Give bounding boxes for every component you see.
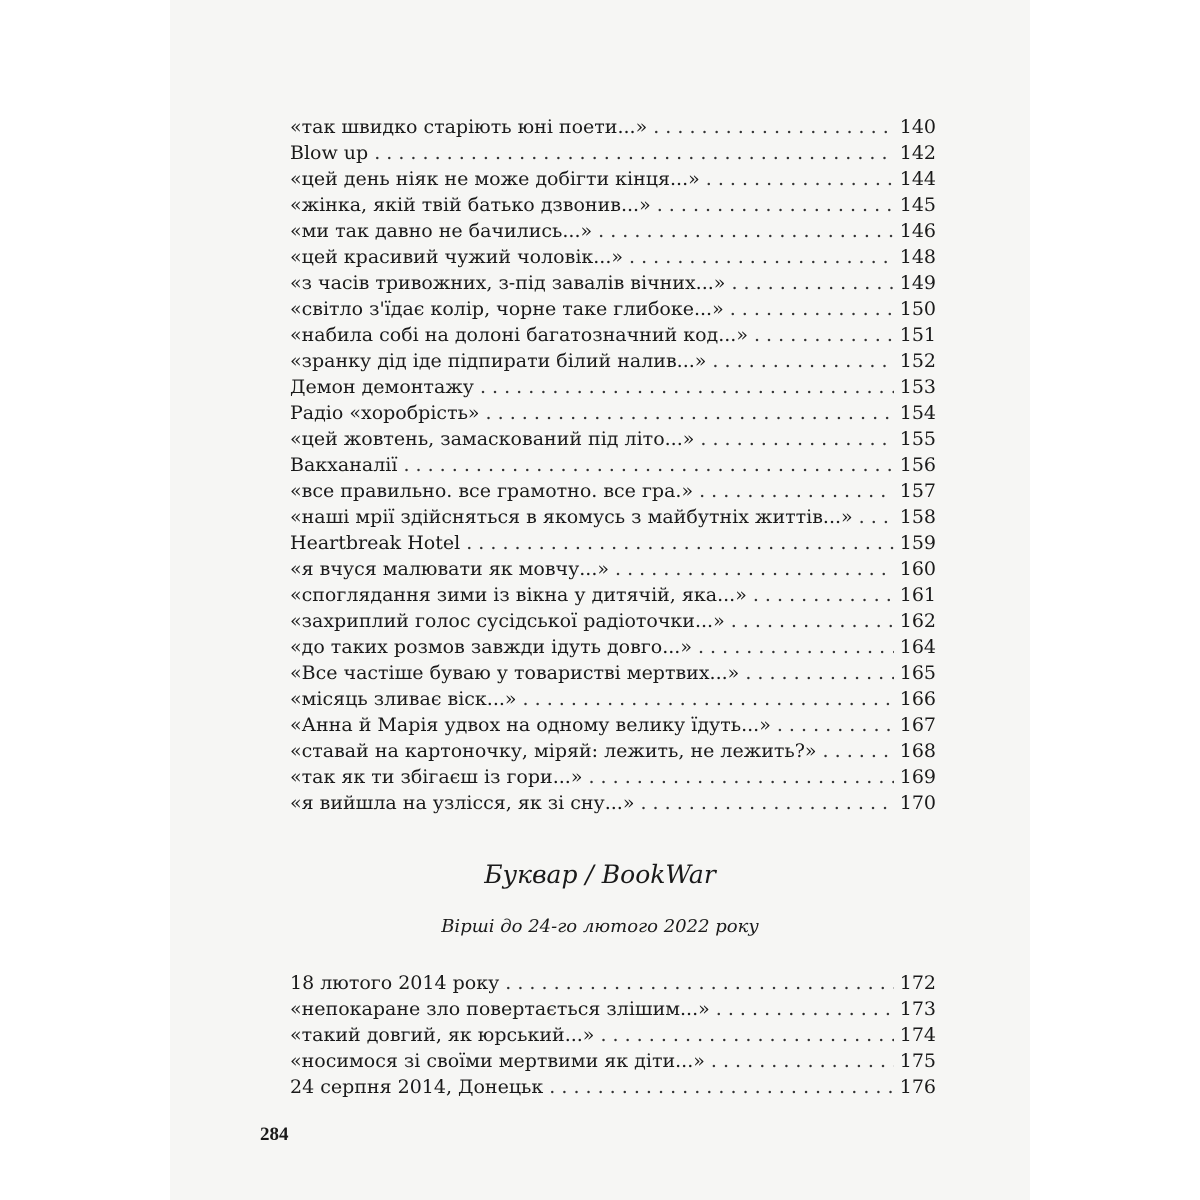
toc-entry-title: Радіо «хоробрість» — [290, 402, 480, 424]
toc-entry — [290, 244, 936, 270]
toc-entry — [290, 1022, 936, 1048]
leader-dots — [706, 166, 894, 192]
toc-entry-title: «такий довгий, як юрський...» — [290, 1024, 595, 1046]
toc-entry — [290, 634, 936, 660]
leader-dots — [640, 790, 893, 816]
toc-entry-page: 146 — [899, 220, 936, 242]
leader-dots — [600, 1022, 893, 1048]
toc-entry-title: 18 лютого 2014 року — [290, 972, 500, 994]
toc-entry-title: «до таких розмов завжди ідуть довго...» — [290, 636, 692, 658]
toc-entry-page: 169 — [899, 766, 936, 788]
toc-entry-page: 150 — [899, 298, 936, 320]
toc-entry — [290, 218, 936, 244]
toc-entry-page: 153 — [899, 376, 936, 398]
leader-dots — [730, 296, 894, 322]
toc-entry-page: 172 — [899, 972, 936, 994]
toc-entry-page: 170 — [899, 792, 936, 814]
toc-entry-page: 176 — [899, 1076, 936, 1098]
toc-entry — [290, 582, 936, 608]
toc-entry — [290, 114, 936, 140]
leader-dots — [700, 426, 893, 452]
toc-list-main — [290, 114, 936, 816]
toc-entry-title: «ми так давно не бачились...» — [290, 220, 593, 242]
toc-entry-page: 166 — [899, 688, 936, 710]
toc-entry — [290, 322, 936, 348]
toc-entry-title: Демон демонтажу — [290, 376, 474, 398]
toc-entry-page: 162 — [899, 610, 936, 632]
toc-entry-title: «Анна й Марія удвох на одному велику їдуть...» — [290, 714, 771, 736]
leader-dots — [698, 634, 894, 660]
toc-entry-page: 164 — [899, 636, 936, 658]
toc-entry-title: 24 серпня 2014, Донецьк — [290, 1076, 544, 1098]
leader-dots — [754, 322, 894, 348]
toc-entry — [290, 712, 936, 738]
leader-dots — [615, 556, 894, 582]
toc-entry-page: 173 — [899, 998, 936, 1020]
toc-entry — [290, 192, 936, 218]
toc-entry-title: «жінка, якій твій батько дзвонив...» — [290, 194, 651, 216]
book-page — [170, 0, 1030, 1200]
toc-entry — [290, 270, 936, 296]
toc-entry-page: 165 — [899, 662, 936, 684]
toc-entry-page: 151 — [899, 324, 936, 346]
toc-entry — [290, 296, 936, 322]
toc-entry-title: «все правильно. все грамотно. все гра.» — [290, 480, 694, 502]
toc-entry-page: 142 — [899, 142, 936, 164]
toc-entry-title: «наші мрії здійсняться в якомусь з майбутніх життів...» — [290, 506, 853, 528]
toc-entry-title: «споглядання зими із вікна у дитячій, яка...» — [290, 584, 747, 606]
toc-entry — [290, 970, 936, 996]
toc-entry-page: 160 — [899, 558, 936, 580]
toc-entry-page: 159 — [899, 532, 936, 554]
toc-entry-page: 174 — [899, 1024, 936, 1046]
leader-dots — [745, 660, 893, 686]
toc-entry-title: Heartbreak Hotel — [290, 532, 461, 554]
toc-entry-title: «зранку дід іде підпирати білий налив...» — [290, 350, 707, 372]
leader-dots — [486, 400, 894, 426]
toc-entry-title: «так швидко старіють юні поети...» — [290, 116, 648, 138]
toc-entry — [290, 686, 936, 712]
leader-dots — [598, 218, 894, 244]
toc-entry-page: 144 — [899, 168, 936, 190]
leader-dots — [711, 1048, 894, 1074]
toc-entry-title: «носимося зі своїми мертвими як діти...» — [290, 1050, 705, 1072]
toc-entry-page: 154 — [899, 402, 936, 424]
toc-entry — [290, 556, 936, 582]
toc-entry-title: Blow up — [290, 142, 369, 164]
toc-entry — [290, 764, 936, 790]
toc-entry — [290, 996, 936, 1022]
toc-entry — [290, 790, 936, 816]
toc-entry-title: «цей день ніяк не може добігти кінця...» — [290, 168, 700, 190]
toc-entry-title: «цей красивий чужий чоловік...» — [290, 246, 624, 268]
toc-entry-page: 148 — [899, 246, 936, 268]
toc-entry — [290, 426, 936, 452]
toc-entry — [290, 374, 936, 400]
section-subtitle: Вірші до 24-го лютого 2022 року — [441, 916, 759, 937]
toc-entry — [290, 452, 936, 478]
toc-entry-title: «непокаране зло повертається злішим...» — [290, 998, 710, 1020]
toc-entry-page: 152 — [899, 350, 936, 372]
toc-entry — [290, 1048, 936, 1074]
leader-dots — [777, 712, 894, 738]
toc-entry — [290, 166, 936, 192]
toc-entry — [290, 400, 936, 426]
leader-dots — [523, 686, 894, 712]
toc-entry-title: «я вийшла на узлісся, як зі сну...» — [290, 792, 635, 814]
leader-dots — [716, 996, 894, 1022]
leader-dots — [859, 504, 894, 530]
toc-entry — [290, 504, 936, 530]
leader-dots — [823, 738, 894, 764]
leader-dots — [480, 374, 894, 400]
leader-dots — [505, 970, 893, 996]
toc-entry-title: «Все частіше буваю у товаристві мертвих...» — [290, 662, 740, 684]
toc-entry — [290, 1074, 936, 1100]
toc-entry-page: 156 — [899, 454, 936, 476]
toc-entry-page: 140 — [899, 116, 936, 138]
toc-entry-page: 167 — [899, 714, 936, 736]
toc-entry-title: «захриплий голос сусідської радіоточки...» — [290, 610, 725, 632]
toc-entry-page: 158 — [899, 506, 936, 528]
leader-dots — [403, 452, 893, 478]
leader-dots — [731, 608, 894, 634]
toc-entry-page: 145 — [899, 194, 936, 216]
toc-entry-title: «цей жовтень, замаскований під літо...» — [290, 428, 695, 450]
toc-entry-title: «так як ти збігаєш із гори...» — [290, 766, 583, 788]
toc-entry — [290, 738, 936, 764]
leader-dots — [549, 1074, 893, 1100]
toc-entry — [290, 530, 936, 556]
page-number: 284 — [260, 1124, 289, 1145]
toc-entry-page: 157 — [899, 480, 936, 502]
toc-entry — [290, 608, 936, 634]
toc-list-section — [290, 970, 936, 1100]
toc-entry-page: 149 — [899, 272, 936, 294]
leader-dots — [699, 478, 894, 504]
toc-entry-page: 155 — [899, 428, 936, 450]
toc-entry-title: «набила собі на долоні багатозначний код...» — [290, 324, 748, 346]
leader-dots — [753, 582, 894, 608]
toc-entry — [290, 478, 936, 504]
leader-dots — [712, 348, 893, 374]
toc-entry — [290, 660, 936, 686]
toc-entry-title: «я вчуся малювати як мовчу...» — [290, 558, 610, 580]
toc-entry-title: «з часів тривожних, з-під завалів вічних...» — [290, 272, 726, 294]
leader-dots — [657, 192, 894, 218]
leader-dots — [653, 114, 894, 140]
toc-entry-title: «ставай на картоночку, міряй: лежить, не лежить?» — [290, 740, 817, 762]
toc-entry-title: «місяць зливає віск...» — [290, 688, 517, 710]
leader-dots — [588, 764, 893, 790]
leader-dots — [466, 530, 894, 556]
toc-entry — [290, 348, 936, 374]
leader-dots — [731, 270, 893, 296]
toc-entry-page: 175 — [899, 1050, 936, 1072]
toc-entry-title: Вакханалії — [290, 454, 398, 476]
leader-dots — [374, 140, 894, 166]
toc-entry-page: 161 — [899, 584, 936, 606]
toc-entry-page: 168 — [899, 740, 936, 762]
section-title: Буквар / BookWar — [484, 860, 716, 889]
leader-dots — [629, 244, 894, 270]
toc-entry-title: «світло з'їдає колір, чорне таке глибоке...» — [290, 298, 724, 320]
toc-entry — [290, 140, 936, 166]
